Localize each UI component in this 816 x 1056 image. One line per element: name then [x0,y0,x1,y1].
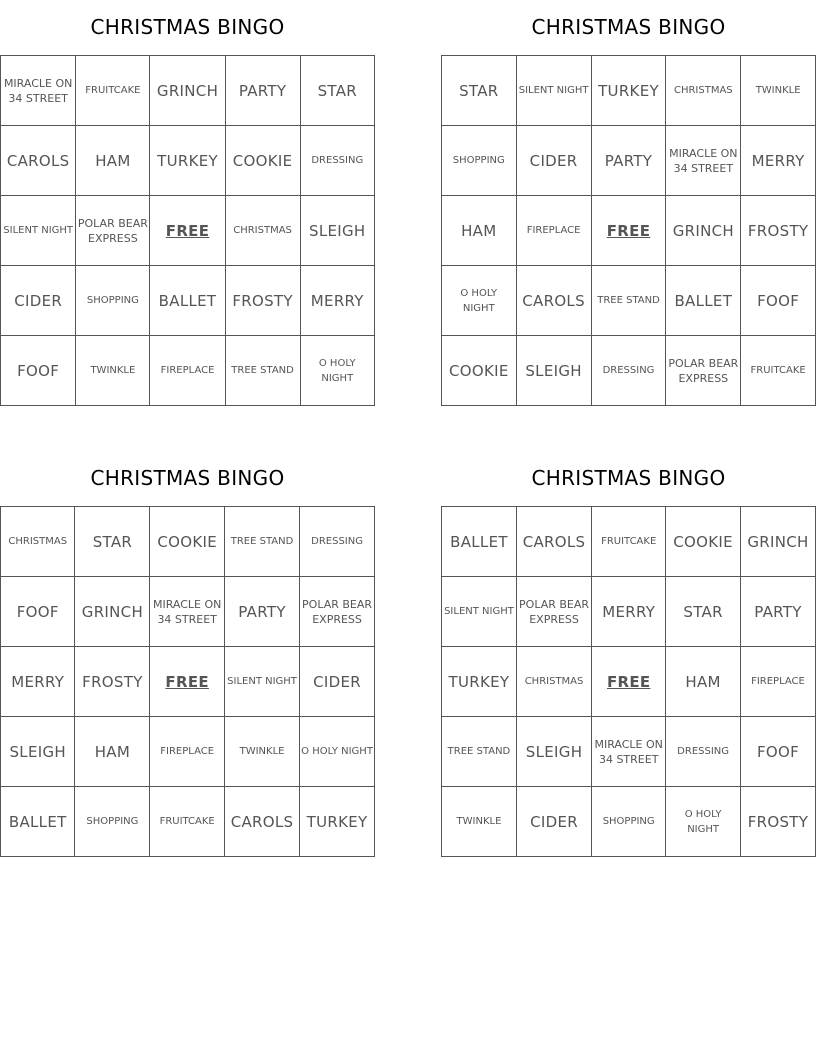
bingo-cell-cookie: COOKIE [225,126,300,196]
bingo-cell-frosty: FROSTY [75,647,150,717]
bingo-cell-fireplace: FIREPLACE [740,647,815,717]
grid-row [1,787,375,857]
bingo-cell-grinch: GRINCH [75,577,150,647]
bingo-cell-carols: CAROLS [516,266,591,336]
bingo-cell-carols: CAROLS [224,787,299,857]
bingo-cell-dressing: DRESSING [591,336,666,406]
bingo-cell-sleigh: SLEIGH [300,196,374,266]
grid-row [1,647,375,717]
bingo-cell-dressing: DRESSING [666,717,741,787]
bingo-cell-fruitcake: FRUITCAKE [592,507,666,577]
bingo-cell-frosty: FROSTY [225,266,300,336]
bingo-cell-twinkle: TWINKLE [76,336,150,406]
bingo-cell-star: STAR [300,56,374,126]
card-title: CHRISTMAS BINGO [90,15,285,39]
grid-row [1,336,375,406]
bingo-cell-ham: HAM [442,196,517,266]
card-title: CHRISTMAS BINGO [531,15,726,39]
bingo-cell-polar-bear-express: POLAR BEAR EXPRESS [666,336,741,406]
bingo-cell-tree-stand: TREE STAND [225,336,300,406]
bingo-cell-cookie: COOKIE [150,507,225,577]
bingo-cell-star: STAR [442,56,517,126]
grid-row [442,56,816,126]
bingo-cell-ham: HAM [76,126,150,196]
bingo-cell-cider: CIDER [300,647,375,717]
bingo-cell-sleigh: SLEIGH [1,717,75,787]
bingo-cell-o-holy-night: O HOLY NIGHT [666,787,741,857]
bingo-cell-fireplace: FIREPLACE [516,196,591,266]
bingo-grid [0,506,375,857]
bingo-cell-christmas: CHRISTMAS [516,647,591,717]
bingo-cell-ballet: BALLET [150,266,225,336]
bingo-cell-frosty: FROSTY [741,196,816,266]
bingo-cell-ballet: BALLET [442,507,517,577]
grid-row [442,507,816,577]
bingo-grid [441,55,816,406]
bingo-cell-frosty: FROSTY [740,787,815,857]
bingo-cell-star: STAR [75,507,150,577]
bingo-cell-fruitcake: FRUITCAKE [76,56,150,126]
grid-row [442,336,816,406]
bingo-cell-sleigh: SLEIGH [516,717,591,787]
bingo-cell-dressing: DRESSING [300,507,375,577]
bingo-cell-fruitcake: FRUITCAKE [741,336,816,406]
bingo-cell-party: PARTY [224,577,299,647]
bingo-cell-foof: FOOF [1,577,75,647]
grid-row [442,266,816,336]
bingo-cell-silent-night: SILENT NIGHT [442,577,517,647]
bingo-cell-grinch: GRINCH [740,507,815,577]
bingo-cell-shopping: SHOPPING [76,266,150,336]
bingo-cell-party: PARTY [225,56,300,126]
bingo-cell-turkey: TURKEY [442,647,517,717]
bingo-cell-ballet: BALLET [666,266,741,336]
bingo-cell-ham: HAM [75,717,150,787]
bingo-cell-turkey: TURKEY [591,56,666,126]
bingo-cell-ballet: BALLET [1,787,75,857]
bingo-cell-silent-night: SILENT NIGHT [224,647,299,717]
bingo-cell-turkey: TURKEY [150,126,225,196]
bingo-cell-twinkle: TWINKLE [442,787,517,857]
free-space: FREE [591,196,666,266]
bingo-cell-grinch: GRINCH [666,196,741,266]
bingo-cell-grinch: GRINCH [150,56,225,126]
grid-row [1,126,375,196]
grid-row [442,717,816,787]
bingo-grid [441,506,816,857]
bingo-cell-merry: MERRY [300,266,374,336]
grid-row [1,266,375,336]
bingo-cell-tree-stand: TREE STAND [591,266,666,336]
card-title: CHRISTMAS BINGO [531,466,726,490]
bingo-cell-ham: HAM [666,647,741,717]
bingo-cell-cider: CIDER [516,787,591,857]
bingo-cell-carols: CAROLS [516,507,591,577]
bingo-cell-foof: FOOF [740,717,815,787]
bingo-cell-tree-stand: TREE STAND [442,717,517,787]
bingo-grid [0,55,375,406]
bingo-cell-cookie: COOKIE [666,507,741,577]
bingo-cell-merry: MERRY [1,647,75,717]
bingo-cell-party: PARTY [591,126,666,196]
free-space: FREE [592,647,666,717]
free-space: FREE [150,196,225,266]
bingo-cell-tree-stand: TREE STAND [224,507,299,577]
bingo-cell-shopping: SHOPPING [75,787,150,857]
bingo-cell-miracle-on-34-street: MIRACLE ON 34 STREET [666,126,741,196]
bingo-cell-cider: CIDER [1,266,76,336]
bingo-cell-merry: MERRY [592,577,666,647]
bingo-cell-twinkle: TWINKLE [741,56,816,126]
bingo-cell-shopping: SHOPPING [442,126,517,196]
bingo-cell-cookie: COOKIE [442,336,517,406]
bingo-cell-dressing: DRESSING [300,126,374,196]
grid-row [1,717,375,787]
bingo-cell-silent-night: SILENT NIGHT [516,56,591,126]
bingo-cell-o-holy-night: O HOLY NIGHT [300,336,374,406]
grid-row [442,196,816,266]
bingo-cell-o-holy-night: O HOLY NIGHT [300,717,375,787]
bingo-cell-star: STAR [666,577,741,647]
bingo-cell-twinkle: TWINKLE [224,717,299,787]
bingo-cell-cider: CIDER [516,126,591,196]
bingo-cell-christmas: CHRISTMAS [225,196,300,266]
bingo-cell-turkey: TURKEY [300,787,375,857]
grid-row [1,196,375,266]
bingo-cell-miracle-on-34-street: MIRACLE ON 34 STREET [592,717,666,787]
grid-row [1,507,375,577]
grid-row [442,787,816,857]
grid-row [1,577,375,647]
card-title: CHRISTMAS BINGO [90,466,285,490]
bingo-cell-christmas: CHRISTMAS [666,56,741,126]
grid-row [1,56,375,126]
bingo-cell-shopping: SHOPPING [592,787,666,857]
bingo-cell-merry: MERRY [741,126,816,196]
bingo-cell-foof: FOOF [1,336,76,406]
bingo-cell-polar-bear-express: POLAR BEAR EXPRESS [76,196,150,266]
bingo-cell-christmas: CHRISTMAS [1,507,75,577]
bingo-cell-fruitcake: FRUITCAKE [150,787,225,857]
bingo-cell-carols: CAROLS [1,126,76,196]
bingo-cell-polar-bear-express: POLAR BEAR EXPRESS [516,577,591,647]
grid-row [442,647,816,717]
bingo-cell-party: PARTY [740,577,815,647]
bingo-cell-fireplace: FIREPLACE [150,717,225,787]
bingo-cell-foof: FOOF [741,266,816,336]
free-space: FREE [150,647,225,717]
bingo-cell-silent-night: SILENT NIGHT [1,196,76,266]
bingo-cell-o-holy-night: O HOLY NIGHT [442,266,517,336]
bingo-cell-fireplace: FIREPLACE [150,336,225,406]
bingo-cell-sleigh: SLEIGH [516,336,591,406]
grid-row [442,126,816,196]
bingo-cell-polar-bear-express: POLAR BEAR EXPRESS [300,577,375,647]
grid-row [442,577,816,647]
bingo-cell-miracle-on-34-street: MIRACLE ON 34 STREET [150,577,225,647]
bingo-cell-miracle-on-34-street: MIRACLE ON 34 STREET [1,56,76,126]
